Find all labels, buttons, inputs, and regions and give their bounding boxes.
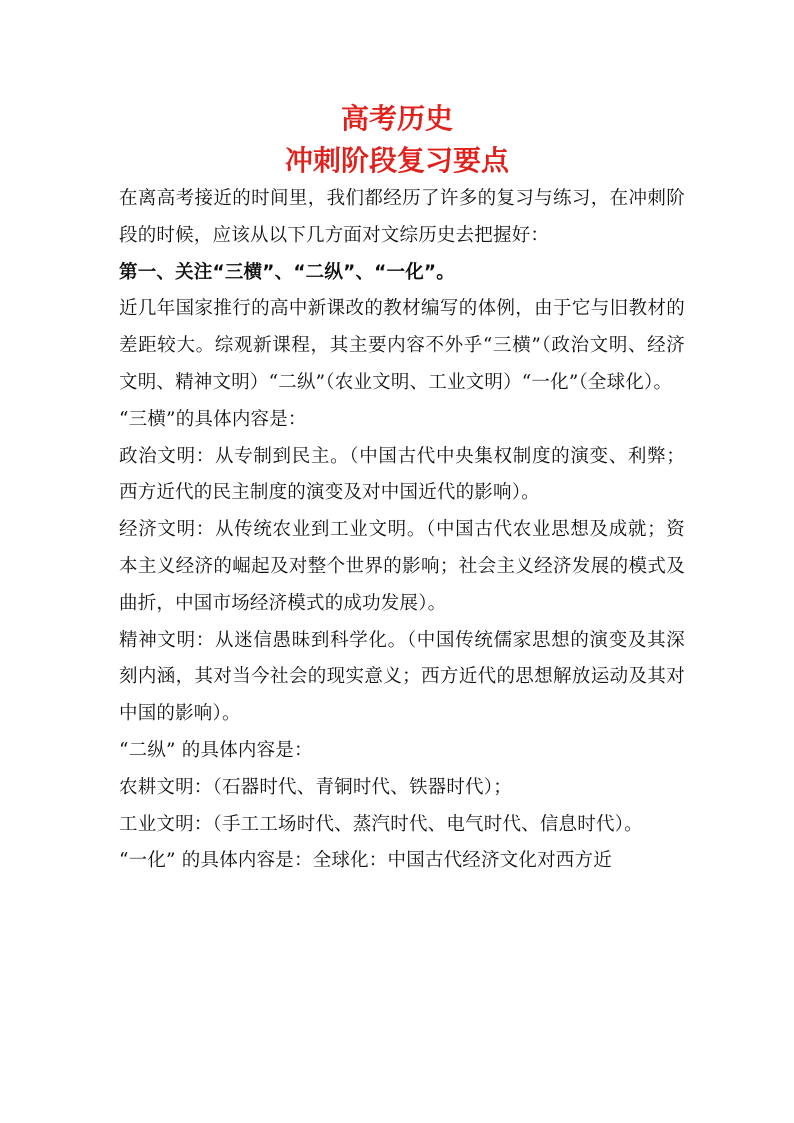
paragraph-sanheng-intro: “三横”的具体内容是： <box>119 408 307 430</box>
title-line-2: 冲刺阶段复习要点 <box>284 144 509 177</box>
document-body <box>119 181 685 880</box>
paragraph-curriculum: 近几年国家推行的高中新课改的教材编写的体例，由于它与旧教材的差距较大。综观新课程，其主要内容不外乎“三横”（政治文明、经济文明、精神文明）“二纵”（农业文明、工业文明）“一化”（全球化）。 <box>119 298 685 393</box>
title-line-1: 高考历史 <box>340 102 453 135</box>
paragraph-intro: 在离高考接近的时间里，我们都经历了许多的复习与练习，在冲刺阶段的时候，应该从以下几方面对文综历史去把握好： <box>119 188 685 246</box>
paragraph-spiritual: 精神文明：从迷信愚昧到科学化。（中国传统儒家思想的演变及其深刻内涵，其对当今社会的现实意义；西方近代的思想解放运动及其对中国的影响）。 <box>119 629 685 725</box>
paragraph-globalization: “一化” 的具体内容是：全球化：中国古代经济文化对西方近 <box>119 850 612 872</box>
paragraph-economic: 经济文明：从传统农业到工业文明。（中国古代农业思想及成就；资本主义经济的崛起及对整个世界的影响；社会主义经济发展的模式及曲折，中国市场经济模式的成功发展）。 <box>119 519 685 614</box>
paragraph-industrial: 工业文明：（手工工场时代、蒸汽时代、电气时代、信息时代）。 <box>119 813 643 835</box>
paragraph-agricultural: 农耕文明：（石器时代、青铜时代、铁器时代）； <box>119 776 512 798</box>
paragraph-erzong-intro: “二纵” 的具体内容是： <box>119 739 313 761</box>
document-title <box>0 98 794 182</box>
paragraph-political: 政治文明：从专制到民主。（中国古代中央集权制度的演变、利弊；西方近代的民主制度的演变及对中国近代的影响）。 <box>119 445 685 504</box>
section-heading-1: 第一、关注“三横”、“二纵”、“一化”。 <box>119 261 455 283</box>
